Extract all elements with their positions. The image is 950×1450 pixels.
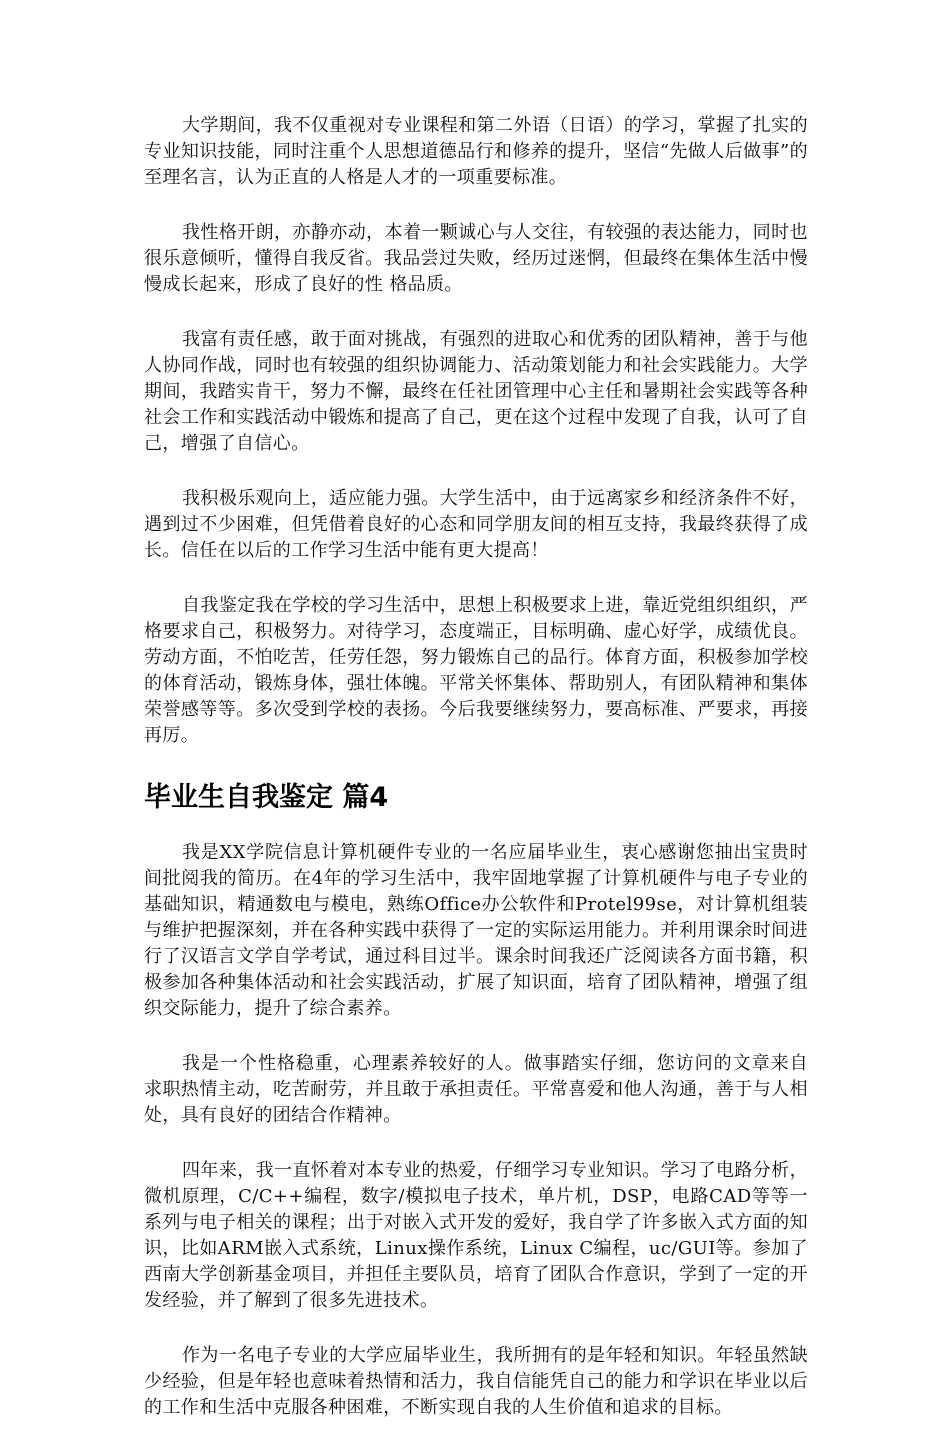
paragraph: 四年来，我一直怀着对本专业的热爱，仔细学习专业知识。学习了电路分析，微机原理，C/C++编程，数字/模拟电子技术，单片机，DSP，电路CAD等等一系列与电子相关的课程；出于对嵌入式开发的爱好，我自学了许多嵌入式方面的知识，比如ARM嵌入式系统，Linux操作系统，Linux C编程，uc/GUI等。参加了西南大学创新基金项目，并担任主要队员，培育了团队合作意识，学到了一定的开发经验，并了解到了很多先进技术。 [144,1160,808,1311]
section-heading: 毕业生自我鉴定 篇4 [144,782,389,813]
paragraph: 自我鉴定我在学校的学习生活中，思想上积极要求上进，靠近党组织组织，严格要求自己，积极努力。对待学习，态度端正，目标明确、虚心好学，成绩优良。劳动方面，不怕吃苦，任劳任怨，努力锻炼自己的品行。体育方面，积极参加学校的体育活动，锻炼身体，强壮体魄。平常关怀集体、帮助别人，有团队精神和集体荣誉感等等。多次受到学校的表扬。今后我要继续努力，要高标准、严要求，再接再厉。 [144,595,808,746]
paragraph: 我是一个性格稳重，心理素养较好的人。做事踏实仔细，您访问的文章来自 求职热情主动，吃苦耐劳，并且敢于承担责任。平常喜爱和他人沟通，善于与人相处，具有良好的团结合作精神。 [144,1053,808,1126]
paragraph: 我性格开朗，亦静亦动，本着一颗诚心与人交往，有较强的表达能力，同时也很乐意倾听，懂得自我反省。我品尝过失败，经历过迷惘，但最终在集体生活中慢慢成长起来，形成了良好的性 格品质。 [144,222,808,295]
paragraph: 大学期间，我不仅重视对专业课程和第二外语（日语）的学习，掌握了扎实的专业知识技能，同时注重个人思想道德品行和修养的提升，坚信“先做人后做事”的至理名言，认为正直的人格是人才的一项重要标准。 [144,115,808,188]
paragraph: 作为一名电子专业的大学应届毕业生，我所拥有的是年轻和知识。年轻虽然缺少经验，但是年轻也意味着热情和活力，我自信能凭自己的能力和学识在毕业以后的工作和生活中克服各种困难，不断实现自我的人生价值和追求的目标。 [144,1345,808,1418]
paragraph: 我是XX学院信息计算机硬件专业的一名应届毕业生，衷心感谢您抽出宝贵时间批阅我的简历。在4年的学习生活中，我牢固地掌握了计算机硬件与电子专业的基础知识，精通数电与模电，熟练Office办公软件和Protel99se，对计算机组装与维护把握深刻，并在各种实践中获得了一定的实际运用能力。并利用课余时间进行了汉语言文学自学考试，通过科目过半。课余时间我还广泛阅读各方面书籍，积极参加各种集体活动和社会实践活动，扩展了知识面，培育了团队精神，增强了组织交际能力，提升了综合素养。 [144,842,808,1019]
paragraph: 我富有责任感，敢于面对挑战，有强烈的进取心和优秀的团队精神，善于与他人协同作战，同时也有较强的组织协调能力、活动策划能力和社会实践能力。大学期间，我踏实肯干，努力不懈，最终在任社团管理中心主任和暑期社会实践等各种社会工作和实践活动中锻炼和提高了自己，更在这个过程中发现了自我，认可了自己，增强了自信心。 [144,329,808,454]
document-body [144,113,808,1450]
paragraph: 我积极乐观向上，适应能力强。大学生活中，由于远离家乡和经济条件不好，遇到过不少困难，但凭借着良好的心态和同学朋友间的相互支持，我最终获得了成长。信任在以后的工作学习生活中能有更大提高！ [144,488,808,561]
